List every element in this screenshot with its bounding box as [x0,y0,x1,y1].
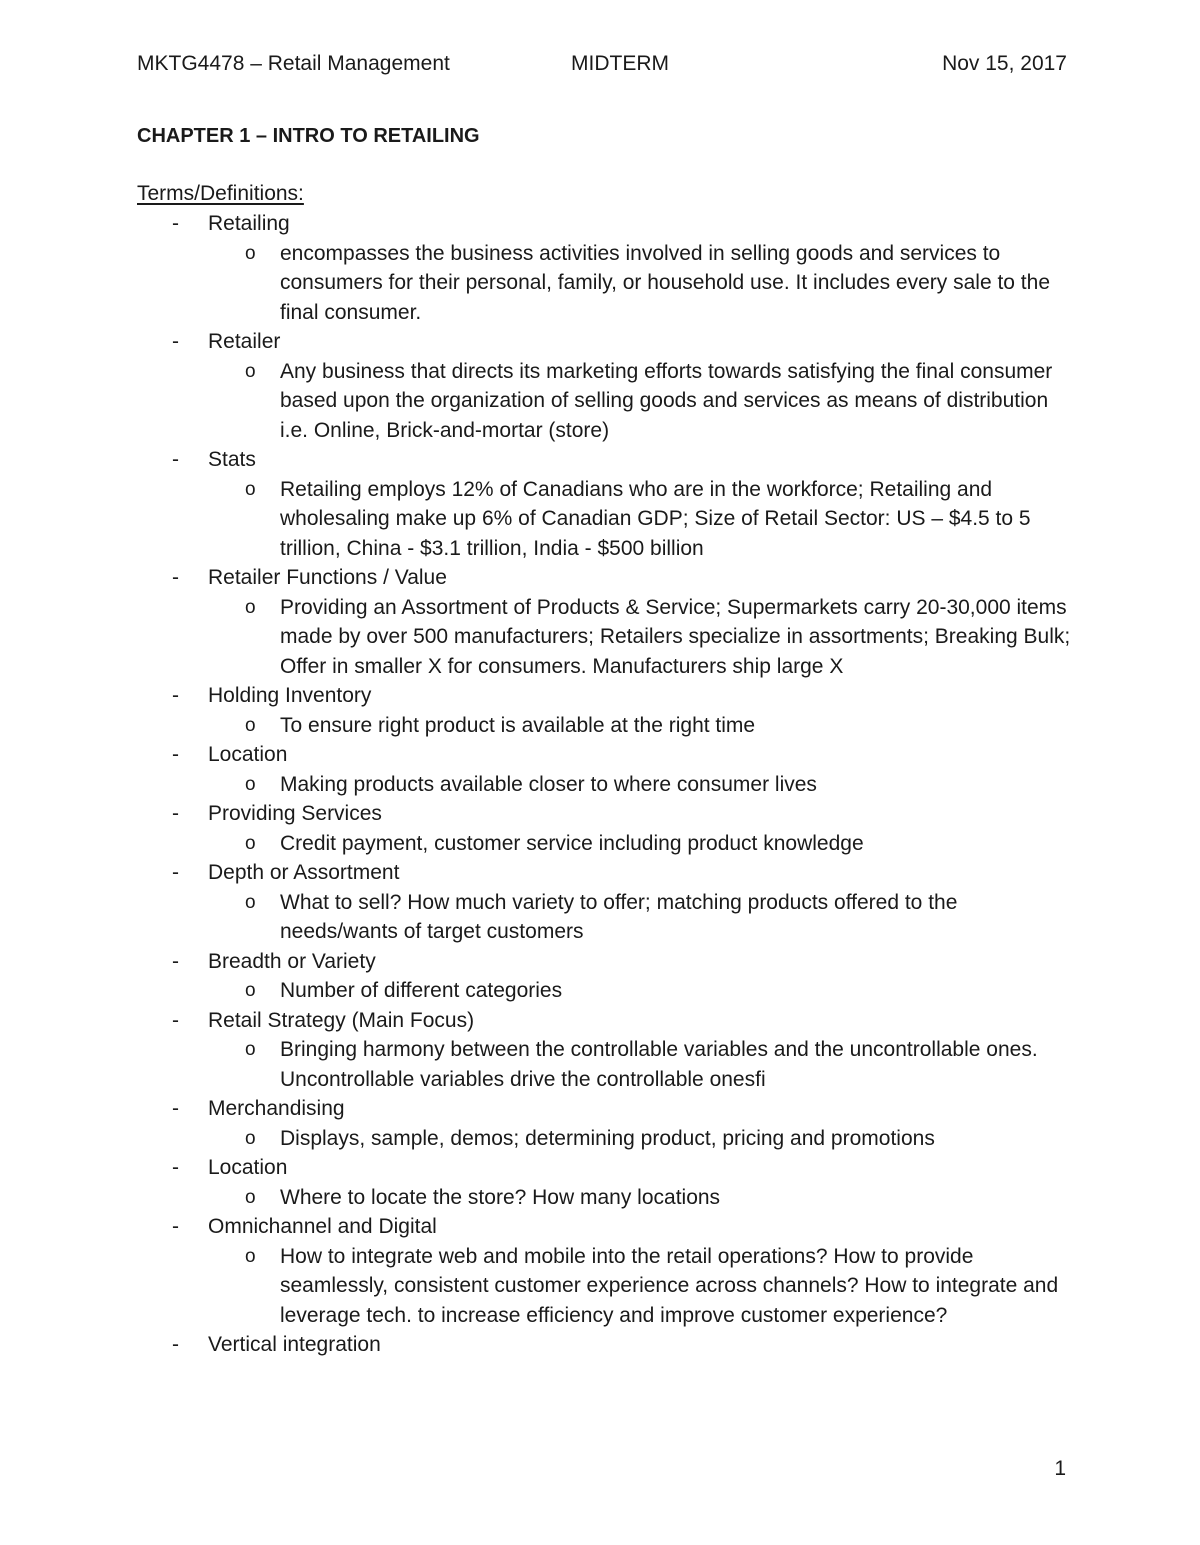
term-item [0,1212,1200,1242]
circle-bullet-icon: o [245,714,256,736]
term-item [0,445,1200,475]
dash-marker: - [172,330,179,353]
dash-marker: - [172,1156,179,1179]
definition-text: Displays, sample, demos; determining product, pricing and promotions [280,1126,935,1150]
chapter-title: CHAPTER 1 – INTRO TO RETAILING [137,125,480,147]
term-label: Merchandising [208,1097,345,1120]
circle-bullet-icon: o [245,980,256,1001]
term-item [0,681,1200,711]
term-definition [0,829,1080,859]
dash-marker: - [172,1008,179,1032]
page-number: 1 [1054,1457,1066,1480]
term-definition [0,770,1080,800]
definition-text: Any business that directs its marketing efforts towards satisfying the final consumer based upon the organization of selling goods and services as means of distribution i.e. Online, Brick-and-mortar (store) [280,359,1053,442]
definition-text: Providing an Assortment of Products & Service; Supermarkets carry 20-30,000 items made by over 500 manufacturers; Retailers specialize in assortments; Breaking Bulk; Offer in smaller X for consumers. Manufacturers ship large X [280,595,1071,678]
term-label: Holding Inventory [208,684,372,707]
dash-marker: - [172,861,179,884]
term-label: Omnichannel and Digital [208,1215,437,1238]
term-item [0,947,1200,977]
definition-text: Retailing employs 12% of Canadians who are in the workforce; Retailing and wholesaling make up 6% of Canadian GDP; Size of Retail Sector: US – $4.5 to 5 trillion, China - $3.1 trillion, India - $500 billion [280,477,1031,560]
term-item [0,858,1200,888]
dash-marker: - [172,684,179,707]
circle-bullet-icon: o [245,596,256,618]
header-date: Nov 15, 2017 [942,52,1067,75]
term-label: Location [208,1156,288,1179]
term-definition [0,1183,1080,1213]
circle-bullet-icon: o [245,832,256,854]
term-item [0,327,1200,357]
exam-label: MIDTERM [571,52,669,75]
term-item [0,1006,1200,1036]
term-label: Vertical integration [208,1333,381,1356]
dash-marker: - [172,212,179,235]
term-label: Retailer [208,330,281,353]
circle-bullet-icon: o [245,360,256,382]
term-label: Stats [208,448,256,471]
dash-marker: - [172,949,179,973]
definition-text: Bringing harmony between the controllable variables and the uncontrollable ones. Uncontrollable variables drive the controllable onesfi [280,1038,1038,1091]
circle-bullet-icon: o [245,1127,256,1149]
dash-marker: - [172,1097,179,1120]
dash-marker: - [172,1215,179,1238]
definition-text: Credit payment, customer service including product knowledge [280,831,864,855]
circle-bullet-icon: o [245,891,256,913]
term-label: Retail Strategy (Main Focus) [208,1008,475,1032]
dash-marker: - [172,448,179,471]
circle-bullet-icon: o [245,1245,256,1267]
term-item [0,209,1200,239]
definition-text: encompasses the business activities involved in selling goods and services to consumers for their personal, family, or household use. It includes every sale to the final consumer. [280,241,1050,324]
dash-marker: - [172,566,179,589]
term-definition [0,1242,1080,1331]
term-definition [0,888,1080,947]
term-definition [0,1035,1080,1094]
term-definition [0,475,1080,564]
term-item [0,563,1200,593]
circle-bullet-icon: o [245,478,256,500]
definition-text: What to sell? How much variety to offer; matching products offered to the needs/wants of target customers [280,890,958,943]
term-definition [0,1124,1080,1154]
term-item [0,1153,1200,1183]
definition-text: How to integrate web and mobile into the retail operations? How to provide seamlessly, consistent customer experience across channels? How to integrate and leverage tech. to increase efficiency and improve customer experience? [280,1244,1059,1327]
terms-list [0,209,1200,1360]
circle-bullet-icon: o [245,773,256,795]
dash-marker: - [172,802,179,825]
term-label: Retailer Functions / Value [208,566,447,589]
definition-text: Where to locate the store? How many locations [280,1185,721,1209]
term-item [0,1094,1200,1124]
term-definition [0,357,1080,446]
term-definition [0,976,1080,1006]
term-definition [0,593,1080,682]
dash-marker: - [172,1333,179,1356]
term-item [0,799,1200,829]
page-header [137,49,1067,79]
term-label: Location [208,743,288,766]
circle-bullet-icon: o [245,242,256,264]
term-definition [0,711,1080,741]
term-label: Retailing [208,212,290,235]
term-item [0,1330,1200,1360]
definition-text: Making products available closer to where consumer lives [280,772,817,796]
definition-text: To ensure right product is available at the right time [280,713,756,737]
term-label: Providing Services [208,802,382,825]
term-item [0,740,1200,770]
term-definition [0,239,1080,328]
section-heading: Terms/Definitions: [137,182,304,205]
definition-text: Number of different categories [280,979,563,1002]
course-title: MKTG4478 – Retail Management [137,52,450,75]
term-label: Depth or Assortment [208,861,400,884]
dash-marker: - [172,743,179,766]
term-label: Breadth or Variety [208,949,376,973]
circle-bullet-icon: o [245,1039,256,1060]
circle-bullet-icon: o [245,1186,256,1208]
